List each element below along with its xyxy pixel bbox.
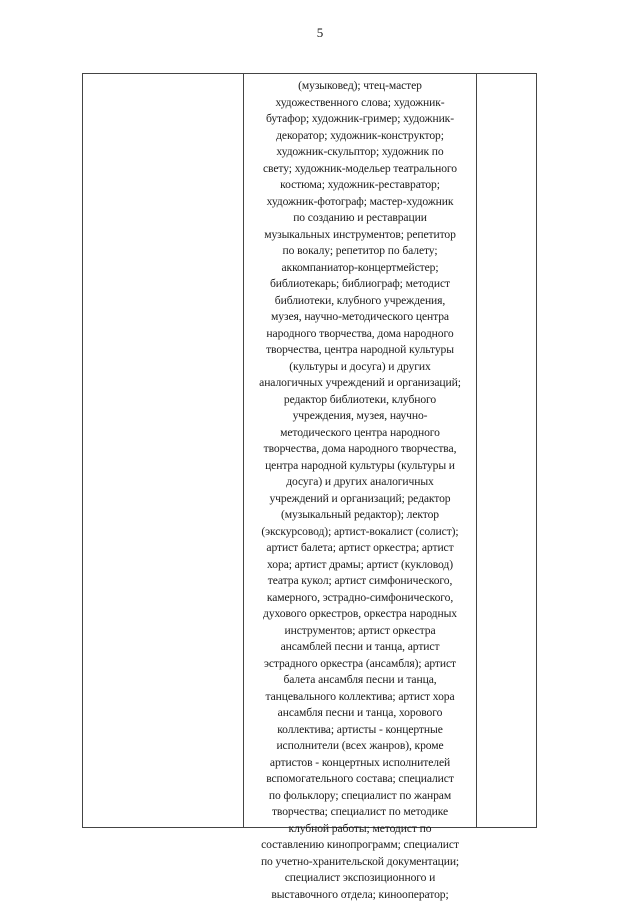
cell-text-line: центра народной культуры (культуры и [265,458,455,472]
cell-text-line: учреждения, музея, научно- [292,409,428,422]
column-divider-left [243,74,244,827]
middle-cell-text [246,78,474,903]
cell-text-line: коллектива; артисты - концертные [277,722,443,736]
cell-text-line: ансамблей песни и танца, артист [280,640,440,653]
cell-text-line: духового оркестров, оркестра народных [263,607,457,620]
document-table [82,73,537,901]
cell-text-line: балета ансамбля песни и танца, [283,673,437,686]
cell-text-line: по учетно-хранительской документации; [260,854,460,868]
cell-text-line: инструментов; артист оркестра [284,623,436,637]
cell-text-line: (культуры и досуга) и других [289,359,431,373]
cell-text-line: музея, научно-методического центра [271,310,449,323]
cell-text-line: вспомогательного состава; специалист [266,772,454,785]
cell-text-line: аналогичных учреждений и организаций; [259,376,461,389]
cell-text-line: камерного, эстрадно-симфонического, [266,590,454,604]
cell-text-line: творчества, дома народного творчества, [263,442,457,455]
cell-text-line: специалист экспозиционного и [284,871,436,884]
cell-text-line: свету; художник-модельер театрального [263,161,457,175]
cell-text-line: библиотеки, клубного учреждения, [274,293,446,307]
cell-text-line: методического центра народного [280,425,440,439]
cell-text-line: редактор библиотеки, клубного [283,392,437,406]
cell-text-line: художник-фотограф; мастер-художник [266,194,454,208]
cell-text-line: творчества; специалист по методике [271,805,449,818]
cell-text-line: костюма; художник-реставратор; [280,178,440,191]
cell-text-line: по фольклору; специалист по жанрам [268,788,452,802]
cell-text-line: художественного слова; художник- [275,95,445,109]
cell-text-line: музыкальных инструментов; репетитор [264,227,456,241]
cell-text-line: (музыковед); чтец-мастер [298,79,422,92]
cell-text-line: танцевального коллектива; артист хора [265,689,455,703]
cell-text-line: театра кукол; артист симфонического, [267,574,453,587]
cell-text-line: досуга) и других аналогичных [286,475,434,488]
cell-text-line: творчества, центра народной культуры [266,343,454,356]
cell-text-line: бутафор; художник-гример; художник- [266,112,454,125]
cell-text-line: ансамбля песни и танца, хорового [277,706,443,719]
cell-text-line: аккомпаниатор-концертмейстер; [281,260,439,274]
cell-text-line: эстрадного оркестра (ансамбля); артист [263,656,457,670]
cell-text-line: выставочного отдела; кинооператор; [271,887,449,901]
cell-text-line: библиотекарь; библиограф; методист [270,277,450,290]
cell-text-line: составлению кинопрограмм; специалист [261,838,459,851]
cell-text-line: народного творчества, дома народного [266,326,454,340]
cell-text-line: по созданию и реставрации [293,211,427,224]
cell-text-line: декоратор; художник-конструктор; [276,128,444,142]
column-divider-right [476,74,477,827]
cell-text-line: по вокалу; репетитор по балету; [282,244,438,257]
cell-text-line: (музыкальный редактор); лектор [281,508,439,521]
cell-text-line: (экскурсовод); артист-вокалист (солист); [261,524,459,538]
cell-text-line: артист балета; артист оркестра; артист [266,541,454,554]
cell-text-line: исполнители (всех жанров), кроме [276,739,444,752]
cell-text-line: художник-скульптор; художник по [276,145,444,158]
cell-text-line: учреждений и организаций; редактор [269,491,451,505]
cell-text-line: клубной работы; методист по [288,821,432,835]
page-number: 5 [316,25,324,40]
cell-text-line: артистов - концертных исполнителей [269,755,451,769]
cell-text-line: хора; артист драмы; артист (кукловод) [267,557,453,571]
